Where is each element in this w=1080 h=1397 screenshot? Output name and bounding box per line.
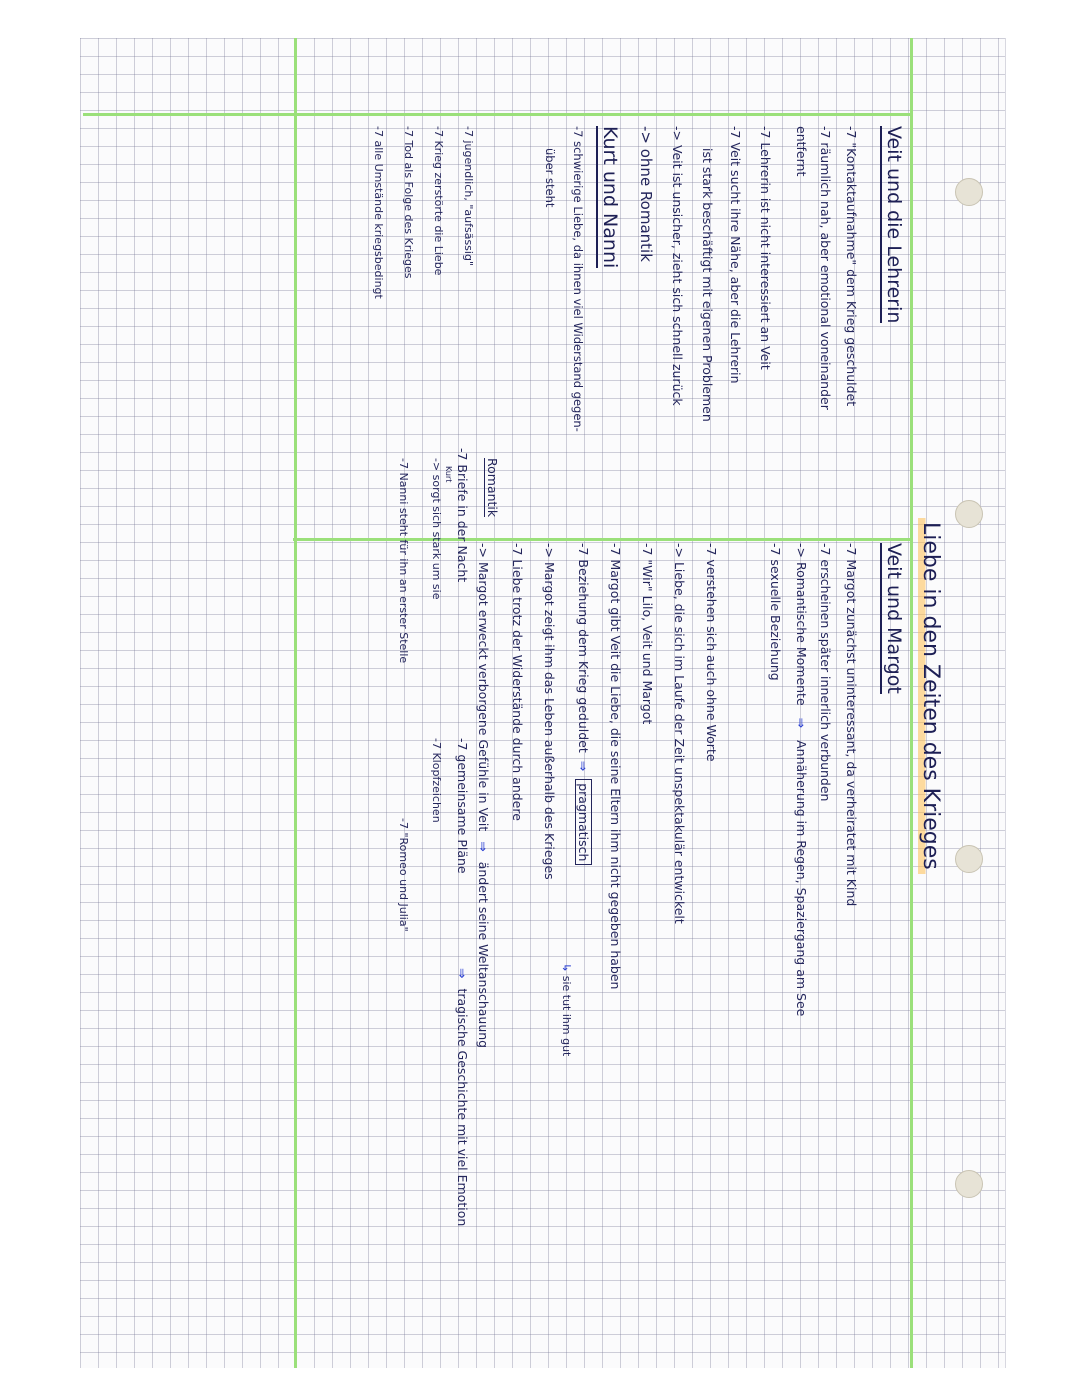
vm-pragmatisch: pragmatisch (575, 779, 592, 865)
kn-line-5: -7 Briefe in der Nacht (455, 448, 470, 583)
implies-icon: ⇒ (794, 717, 809, 729)
rotated-notes (80, 38, 1005, 1368)
vm-line-12: -7 Liebe trotz der Widerstände durch andere (510, 543, 525, 821)
vm-line-10 (560, 963, 573, 1056)
vm-line-9 (576, 543, 591, 865)
kn-line-12: -7 Tod als Folge des Krieges (402, 126, 415, 279)
implies-icon: ⇒ (455, 968, 470, 979)
vm-line-10-text: sie tut ihm gut (560, 975, 573, 1057)
kn-line-6: -7 gemeinsame Pläne (455, 738, 470, 874)
vl-line-7: -> Veit ist unsicher, zieht sich schnell zurück (670, 126, 685, 406)
vm-line-6: -> Liebe, die sich im Laufe der Zeit unspektakulär entwickelt (672, 543, 687, 924)
vl-line-3: entfernt (794, 126, 809, 177)
kn-line-9: Kurt (444, 466, 453, 483)
page-title: Liebe in den Zeiten des Krieges (918, 518, 943, 874)
kn-line-14: -7 "Romeo und Julia" (397, 818, 410, 932)
divider-top (910, 38, 913, 1368)
vm-line-8: -7 Margot gibt Veit die Liebe, die seine Eltern ihm nicht gegeben haben (608, 543, 623, 990)
kn-line-4: -7 jugendlich, "aufsässig" (462, 126, 475, 266)
notebook-page (80, 38, 1006, 1368)
vl-line-6: ist stark beschäftigt mit eigenen Problemen (700, 148, 715, 422)
kn-line-3: Romantik (485, 458, 500, 518)
kn-line-1: -7 schwierige Liebe, da ihnen viel Widerstand gegen- (571, 126, 585, 432)
vm-line-9-text: -7 Beziehung dem Krieg geduldet (576, 543, 591, 753)
vm-line-3 (794, 543, 809, 1016)
kn-line-8: -7 Krieg zerstörte die Liebe (432, 126, 445, 276)
punch-hole (955, 500, 983, 528)
implies-icon: ⇒ (476, 841, 491, 852)
divider-left-margin (83, 113, 913, 116)
vm-line-1: -7 Margot zunächst uninteressant, da verheiratet mit Kind (844, 543, 859, 907)
vm-line-7: -7 "Wir" Lilo, Veit und Margot (640, 543, 655, 725)
kn-line-15: -7 alle Umstände kriegsbedingt (372, 126, 385, 299)
heading-kurt-nanni: Kurt und Nanni (596, 126, 621, 268)
punch-hole (955, 178, 983, 206)
vm-line-13b-text: ändert seine Weltanschauung (476, 861, 491, 1049)
kn-line-11: -7 Klopfzeichen (430, 738, 443, 823)
implies-icon: ⇒ (576, 760, 591, 772)
vl-line-4: -7 Lehrerin ist nicht interessiert an Veit (758, 126, 773, 370)
vl-line-1: -7 "Kontaktaufnahme" dem Krieg geschuldet (844, 126, 859, 407)
kn-line-2: über steht (543, 148, 557, 208)
vm-line-2: -7 erscheinen später innerlich verbunden (818, 543, 833, 802)
arrow-down-icon: ↳ (560, 963, 573, 973)
punch-hole (955, 1170, 983, 1198)
vl-line-2: -7 räumlich nah, aber emotional voneinander (818, 126, 833, 410)
vl-line-8: -> ohne Romantik (637, 126, 655, 262)
vm-line-13-text: -> Margot erweckt verborgene Gefühle in Veit (476, 543, 491, 832)
heading-veit-margot: Veit und Margot (880, 543, 905, 694)
kn-line-7-text: tragische Geschichte mit viel Emotion (455, 988, 470, 1227)
kn-line-13: -7 Nanni steht für ihn an erster Stelle (397, 458, 410, 664)
vm-line-4: -7 sexuelle Beziehung (768, 543, 783, 681)
kn-line-7 (455, 968, 470, 1226)
divider-bottom (294, 38, 297, 1368)
vl-line-5: -7 Veit sucht ihre Nähe, aber die Lehrerin (728, 126, 743, 384)
vm-line-3-text: -> Romantische Momente (794, 543, 809, 706)
vm-line-3b-text: Annäherung im Regen, Spaziergang am See (794, 740, 809, 1017)
vm-line-11: -> Margot zeigt ihm das Leben außerhalb des Krieges (542, 543, 557, 880)
vm-line-5: -7 verstehen sich auch ohne Worte (704, 543, 719, 762)
kn-line-10: -> sorgt sich stark um sie (430, 458, 443, 600)
heading-veit-lehrerin: Veit und die Lehrerin (880, 126, 905, 323)
divider-vertical (293, 538, 913, 541)
vm-line-13 (476, 543, 491, 1048)
punch-hole (955, 845, 983, 873)
